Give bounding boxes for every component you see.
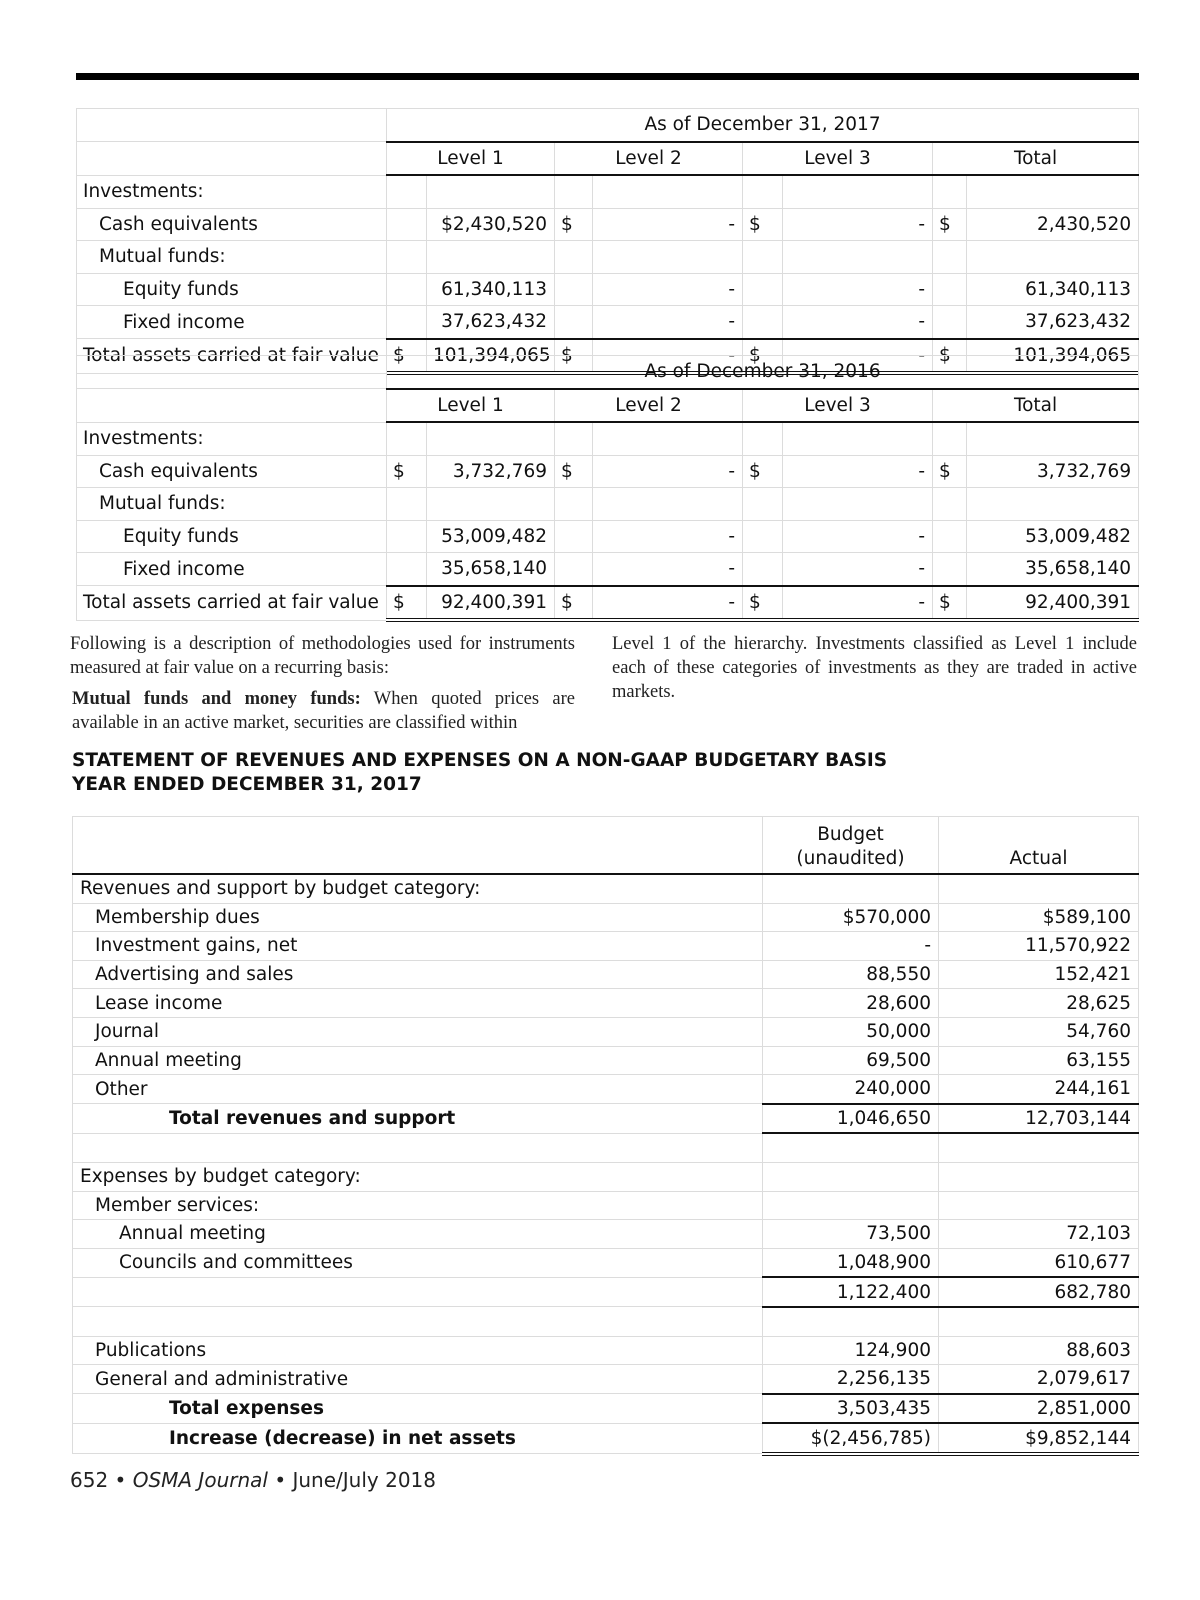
- currency-symbol: $: [743, 208, 783, 241]
- currency-symbol: [933, 553, 967, 586]
- period-label: As of December 31, 2017: [387, 109, 1139, 142]
- row-label: Investment gains, net: [73, 932, 763, 961]
- table-row: [77, 520, 1139, 553]
- budget-value: 3,503,435: [763, 1394, 939, 1424]
- page-number: 652: [70, 1468, 109, 1492]
- issue-date: June/July 2018: [292, 1468, 436, 1492]
- cell-value: -: [783, 455, 933, 488]
- table-row: [73, 903, 1139, 932]
- statement-title: [72, 749, 887, 797]
- cell-value: -: [783, 208, 933, 241]
- mutual-funds-paragraph: [72, 687, 575, 735]
- actual-value: 610,677: [939, 1248, 1139, 1277]
- row-label: Membership dues: [73, 903, 763, 932]
- row-label: Equity funds: [77, 520, 387, 553]
- cell-value: 2,430,520: [967, 208, 1139, 241]
- col-total: Total: [933, 389, 1139, 423]
- cell-value: -: [783, 306, 933, 339]
- row-label: Other: [73, 1075, 763, 1104]
- cell-value: $2,430,520: [427, 208, 555, 241]
- table-row: [77, 488, 1139, 521]
- row-label: Journal: [73, 1017, 763, 1046]
- cell-value: 35,658,140: [967, 553, 1139, 586]
- period-label: As of December 31, 2016: [387, 356, 1139, 389]
- table-row: [77, 241, 1139, 274]
- row-label: Equity funds: [77, 273, 387, 306]
- member-services-heading: Member services:: [73, 1191, 763, 1220]
- currency-symbol: [387, 306, 427, 339]
- budget-value: 240,000: [763, 1075, 939, 1104]
- currency-symbol: $: [743, 586, 783, 621]
- actual-value: 2,851,000: [939, 1394, 1139, 1424]
- table-row: [77, 422, 1139, 455]
- table-row: [73, 1336, 1139, 1365]
- cell-value: -: [593, 273, 743, 306]
- currency-symbol: $: [743, 339, 783, 374]
- budget-value: $570,000: [763, 903, 939, 932]
- member-services-subtotal-row: [73, 1277, 1139, 1307]
- cell-value: -: [783, 553, 933, 586]
- col-budget-line1: Budget: [817, 824, 884, 845]
- budget-value: $(2,456,785): [763, 1423, 939, 1454]
- header-row: [77, 142, 1139, 176]
- total-expenses-row: [73, 1394, 1139, 1424]
- row-label: Lease income: [73, 989, 763, 1018]
- cell-value: -: [783, 273, 933, 306]
- currency-symbol: [555, 520, 593, 553]
- currency-symbol: [387, 273, 427, 306]
- row-label: Councils and committees: [73, 1248, 763, 1277]
- currency-symbol: [387, 553, 427, 586]
- footer-separator: •: [108, 1468, 133, 1492]
- table-row: [77, 455, 1139, 488]
- col-actual: Actual: [939, 817, 1139, 875]
- cell-value: 61,340,113: [967, 273, 1139, 306]
- actual-value: 2,079,617: [939, 1365, 1139, 1394]
- row-label: Annual meeting: [73, 1046, 763, 1075]
- row-label: Increase (decrease) in net assets: [73, 1423, 763, 1454]
- cell-value: -: [593, 339, 743, 374]
- table-row: [73, 874, 1139, 903]
- actual-value: 28,625: [939, 989, 1139, 1018]
- row-label: Total assets carried at fair value: [77, 339, 387, 374]
- table-row: [73, 1248, 1139, 1277]
- cell-value: -: [593, 306, 743, 339]
- table-row: [73, 1220, 1139, 1249]
- row-label: Annual meeting: [73, 1220, 763, 1249]
- actual-value: 88,603: [939, 1336, 1139, 1365]
- currency-symbol: [555, 306, 593, 339]
- cell-value: -: [593, 520, 743, 553]
- cell-value: 37,623,432: [967, 306, 1139, 339]
- table-row: [73, 1017, 1139, 1046]
- budget-value: 88,550: [763, 960, 939, 989]
- actual-value: $9,852,144: [939, 1423, 1139, 1454]
- row-label: Cash equivalents: [77, 455, 387, 488]
- fair-value-table-2016: [76, 355, 1139, 622]
- methodology-intro: Following is a description of methodologies used for instruments measured at fair value on a recurring basis:: [70, 634, 575, 678]
- period-row: [77, 356, 1139, 389]
- level1-paragraph: Level 1 of the hierarchy. Investments classified as Level 1 include each of these categories of investments as they are traded in active markets.: [612, 634, 1137, 702]
- statement-title-line1: STATEMENT OF REVENUES AND EXPENSES ON A NON-GAAP BUDGETARY BASIS: [72, 750, 888, 771]
- top-rule: [76, 73, 1139, 80]
- budget-value: 2,256,135: [763, 1365, 939, 1394]
- table-row: [77, 553, 1139, 586]
- footer-separator: •: [267, 1468, 293, 1492]
- currency-symbol: [387, 520, 427, 553]
- col-budget-line2: (unaudited): [796, 848, 905, 869]
- cell-value: 37,623,432: [427, 306, 555, 339]
- journal-name: OSMA Journal: [132, 1468, 268, 1492]
- currency-symbol: [933, 520, 967, 553]
- actual-value: 63,155: [939, 1046, 1139, 1075]
- statement-title-line2: YEAR ENDED DECEMBER 31, 2017: [72, 774, 422, 795]
- cell-value: 3,732,769: [967, 455, 1139, 488]
- currency-symbol: $: [933, 208, 967, 241]
- table-row: [73, 1046, 1139, 1075]
- table-row: [77, 273, 1139, 306]
- budget-value: 1,046,650: [763, 1104, 939, 1134]
- budget-value: 124,900: [763, 1336, 939, 1365]
- row-label: Investments:: [77, 422, 387, 455]
- actual-value: 11,570,922: [939, 932, 1139, 961]
- row-label: Publications: [73, 1336, 763, 1365]
- actual-value: 12,703,144: [939, 1104, 1139, 1134]
- row-label: Total expenses: [73, 1394, 763, 1424]
- currency-symbol: $: [933, 455, 967, 488]
- cell-value: -: [783, 520, 933, 553]
- cell-value: 61,340,113: [427, 273, 555, 306]
- currency-symbol: [555, 553, 593, 586]
- col-level1: Level 1: [387, 142, 555, 176]
- actual-value: 682,780: [939, 1277, 1139, 1307]
- cell-value: -: [593, 208, 743, 241]
- currency-symbol: [387, 208, 427, 241]
- table-row: [73, 960, 1139, 989]
- expenses-heading: Expenses by budget category:: [73, 1162, 763, 1191]
- total-revenues-row: [73, 1104, 1139, 1134]
- row-label: Mutual funds:: [77, 241, 387, 274]
- cell-value: -: [783, 586, 933, 621]
- row-label: Mutual funds:: [77, 488, 387, 521]
- budget-table: [72, 816, 1139, 1456]
- currency-symbol: [743, 273, 783, 306]
- currency-symbol: $: [387, 339, 427, 374]
- actual-value: $589,100: [939, 903, 1139, 932]
- col-level2: Level 2: [555, 142, 743, 176]
- budget-value: 1,048,900: [763, 1248, 939, 1277]
- cell-value: -: [783, 339, 933, 374]
- page-footer: [70, 1468, 436, 1492]
- revenues-heading: Revenues and support by budget category:: [73, 874, 763, 903]
- table-row: [73, 1365, 1139, 1394]
- budget-value: 73,500: [763, 1220, 939, 1249]
- header-row: [77, 389, 1139, 423]
- spacer-row: [73, 1133, 1139, 1162]
- currency-symbol: [743, 306, 783, 339]
- cell-value: 3,732,769: [427, 455, 555, 488]
- currency-symbol: $: [555, 339, 593, 374]
- cell-value: 53,009,482: [967, 520, 1139, 553]
- col-level3: Level 3: [743, 389, 933, 423]
- cell-value: -: [593, 553, 743, 586]
- budget-value: 1,122,400: [763, 1277, 939, 1307]
- actual-value: 244,161: [939, 1075, 1139, 1104]
- table-row: [73, 989, 1139, 1018]
- budget-value: -: [763, 932, 939, 961]
- table-row: [73, 932, 1139, 961]
- budget-value: 69,500: [763, 1046, 939, 1075]
- currency-symbol: $: [555, 208, 593, 241]
- currency-symbol: [933, 273, 967, 306]
- table-row: [73, 1075, 1139, 1104]
- currency-symbol: [743, 520, 783, 553]
- cell-value: 35,658,140: [427, 553, 555, 586]
- cell-value: 92,400,391: [967, 586, 1139, 621]
- currency-symbol: $: [387, 586, 427, 621]
- cell-value: 92,400,391: [427, 586, 555, 621]
- row-label: Investments:: [77, 175, 387, 208]
- table-row: [77, 306, 1139, 339]
- mutual-funds-text: When quoted prices are available in an active market, securities are classified within: [72, 689, 575, 733]
- col-total: Total: [933, 142, 1139, 176]
- col-level3: Level 3: [743, 142, 933, 176]
- row-label: Total revenues and support: [73, 1104, 763, 1134]
- currency-symbol: [555, 273, 593, 306]
- row-label: Fixed income: [77, 553, 387, 586]
- budget-value: 50,000: [763, 1017, 939, 1046]
- actual-value: 54,760: [939, 1017, 1139, 1046]
- spacer-row: [73, 1307, 1139, 1336]
- currency-symbol: $: [387, 455, 427, 488]
- row-label: General and administrative: [73, 1365, 763, 1394]
- cell-value: -: [593, 586, 743, 621]
- cell-value: 101,394,065: [967, 339, 1139, 374]
- cell-value: 101,394,065: [427, 339, 555, 374]
- table-row: [77, 208, 1139, 241]
- currency-symbol: [933, 306, 967, 339]
- fair-value-table-2017: [76, 108, 1139, 375]
- actual-value: 152,421: [939, 960, 1139, 989]
- cell-value: 53,009,482: [427, 520, 555, 553]
- currency-symbol: $: [933, 339, 967, 374]
- row-label: Fixed income: [77, 306, 387, 339]
- net-change-row: [73, 1423, 1139, 1454]
- col-level2: Level 2: [555, 389, 743, 423]
- currency-symbol: [743, 553, 783, 586]
- currency-symbol: $: [555, 586, 593, 621]
- row-label: Total assets carried at fair value: [77, 586, 387, 621]
- currency-symbol: $: [555, 455, 593, 488]
- table-row: [73, 1191, 1139, 1220]
- col-budget: [763, 817, 939, 875]
- total-row: [77, 586, 1139, 621]
- mutual-funds-heading: Mutual funds and money funds:: [72, 689, 361, 709]
- row-label: Cash equivalents: [77, 208, 387, 241]
- period-row: [77, 109, 1139, 142]
- budget-value: 28,600: [763, 989, 939, 1018]
- cell-value: -: [593, 455, 743, 488]
- table-row: [77, 175, 1139, 208]
- currency-symbol: $: [933, 586, 967, 621]
- actual-value: 72,103: [939, 1220, 1139, 1249]
- header-row: [73, 817, 1139, 875]
- row-label: Advertising and sales: [73, 960, 763, 989]
- table-row: [73, 1162, 1139, 1191]
- col-level1: Level 1: [387, 389, 555, 423]
- currency-symbol: $: [743, 455, 783, 488]
